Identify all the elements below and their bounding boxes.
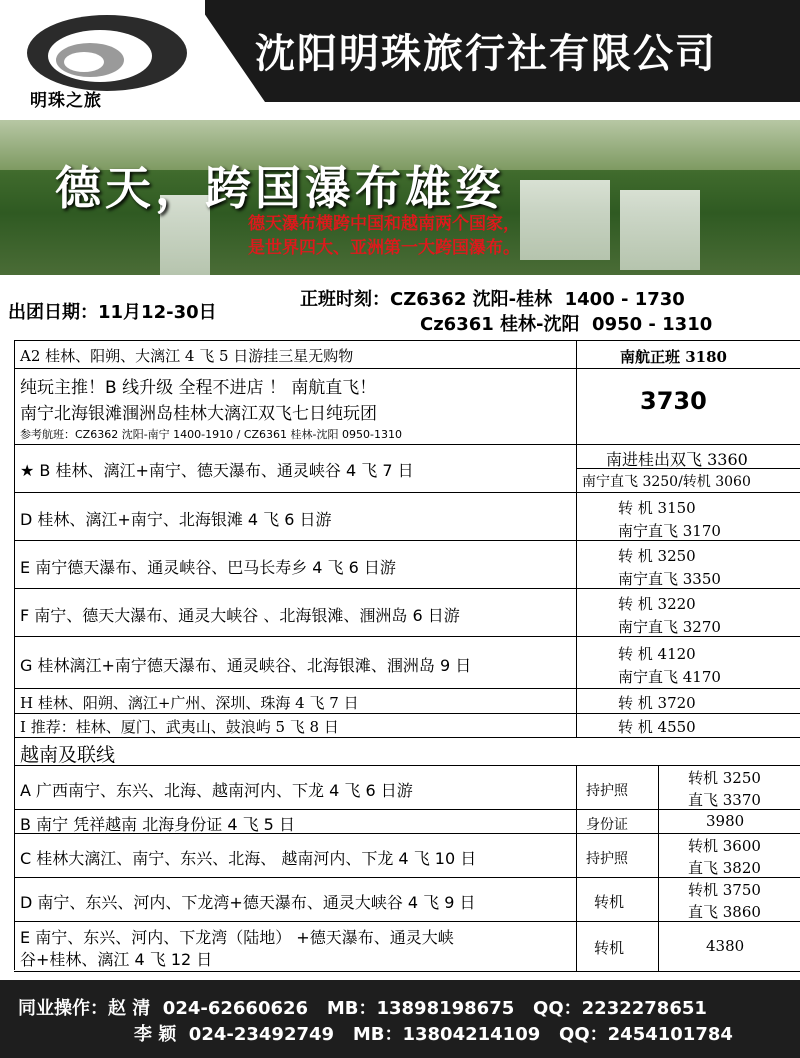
price: 南宁直飞 3350 xyxy=(618,570,721,588)
route-name: A 广西南宁、东兴、北海、越南河内、下龙 4 飞 6 日游 xyxy=(20,781,413,800)
route-name: H 桂林、阳朔、漓江+广州、深圳、珠海 4 飞 7 日 xyxy=(20,694,359,712)
route-name: E 南宁德天瀑布、通灵峡谷、巴马长寿乡 4 飞 6 日游 xyxy=(20,558,396,577)
section-title-row xyxy=(14,737,800,766)
price: 南宁直飞 4170 xyxy=(618,668,721,686)
price: 直飞 3820 xyxy=(688,859,761,877)
document-type: 转机 xyxy=(594,893,625,911)
route-name: ★ B 桂林、漓江+南宁、德天瀑布、通灵峡谷 4 飞 7 日 xyxy=(20,461,414,480)
table-row xyxy=(14,444,800,493)
section-title: 越南及联线 xyxy=(20,744,116,766)
route-name: F 南宁、德天大瀑布、通灵大峡谷 、北海银滩、涠洲岛 6 日游 xyxy=(20,606,460,625)
table-row xyxy=(14,921,800,972)
price: 直飞 3370 xyxy=(688,791,761,809)
route-name: E 南宁、东兴、河内、下龙湾（陆地） +德天瀑布、通灵大峡 xyxy=(20,928,454,947)
price: 南宁直飞 3250/转机 3060 xyxy=(582,474,751,490)
promo-line: 南宁北海银滩涠洲岛桂林大漓江双飞七日纯玩团 xyxy=(20,404,377,424)
price: 南宁直飞 3170 xyxy=(618,522,721,540)
flight-schedule-1: 正班时刻：CZ6362 沈阳-桂林 1400 - 1730 xyxy=(300,289,685,310)
waterfall-shape xyxy=(620,190,700,270)
logo-text: 明珠之旅 xyxy=(30,91,102,111)
price: 转机 3750 xyxy=(688,881,761,899)
price: 3730 xyxy=(640,387,707,415)
price: 转机 3250 xyxy=(688,769,761,787)
document-type: 转机 xyxy=(594,939,625,957)
route-name: D 桂林、漓江+南宁、北海银滩 4 飞 6 日游 xyxy=(20,510,332,529)
reference-flight: 参考航班：CZ6362 沈阳-南宁 1400-1910 / CZ6361 桂林-沈阳 0950-1310 xyxy=(20,428,402,441)
price: 转 机 4550 xyxy=(618,718,696,736)
table-row xyxy=(14,713,800,738)
route-name: D 南宁、东兴、河内、下龙湾+德天瀑布、通灵大峡谷 4 飞 9 日 xyxy=(20,893,476,912)
table-row xyxy=(14,877,800,922)
price: 转 机 3720 xyxy=(618,694,696,712)
price: 转机 3600 xyxy=(688,837,761,855)
contact-line: 同业操作：赵 清 024-62660626 MB：13898198675 QQ：2232278651 xyxy=(18,998,707,1019)
price: 转 机 3220 xyxy=(618,595,696,613)
table-row xyxy=(14,688,800,714)
table-row xyxy=(14,588,800,637)
price: 转 机 3150 xyxy=(618,499,696,517)
price: 南进桂出双飞 3360 xyxy=(606,450,748,469)
tour-table xyxy=(14,340,800,970)
table-row xyxy=(14,636,800,689)
route-name: I 推荐：桂林、厦门、武夷山、鼓浪屿 5 飞 8 日 xyxy=(20,718,339,736)
document-type: 身份证 xyxy=(586,817,628,833)
table-row xyxy=(14,540,800,589)
price: 3980 xyxy=(706,812,745,830)
contact-line: 李 颖 024-23492749 MB：13804214109 QQ：2454101784 xyxy=(134,1024,733,1045)
waterfall-shape xyxy=(520,180,610,260)
table-row xyxy=(14,765,800,810)
table-row xyxy=(14,340,800,369)
route-name: 谷+桂林、漓江 4 飞 12 日 xyxy=(20,950,213,969)
document-type: 持护照 xyxy=(586,851,628,867)
price: 南航正班 3180 xyxy=(620,348,727,366)
banner-description: 德天瀑布横跨中国和越南两个国家， 是世界四大、亚洲第一大跨国瀑布。 xyxy=(248,214,520,258)
departure-dates: 出团日期：11月12-30日 xyxy=(8,302,217,323)
document-type: 持护照 xyxy=(586,783,628,799)
price: 转 机 4120 xyxy=(618,645,696,663)
route-name: G 桂林漓江+南宁德天瀑布、通灵峡谷、北海银滩、涠洲岛 9 日 xyxy=(20,656,472,675)
table-row xyxy=(14,492,800,541)
company-name: 沈阳明珠旅行社有限公司 xyxy=(255,31,717,77)
contact-footer xyxy=(0,980,800,1058)
banner-title: 德天，跨国瀑布雄姿 xyxy=(55,161,505,215)
table-row xyxy=(14,809,800,834)
price: 转 机 3250 xyxy=(618,547,696,565)
table-row xyxy=(14,833,800,878)
table-row xyxy=(14,368,800,445)
price: 直飞 3860 xyxy=(688,903,761,921)
flight-schedule-2: Cz6361 桂林-沈阳 0950 - 1310 xyxy=(420,314,713,335)
route-name: B 南宁 凭祥越南 北海身份证 4 飞 5 日 xyxy=(20,815,295,834)
header xyxy=(0,0,800,118)
banner-image xyxy=(0,120,800,275)
route-name: C 桂林大漓江、南宁、东兴、北海、 越南河内、下龙 4 飞 10 日 xyxy=(20,849,477,868)
price: 4380 xyxy=(706,937,745,955)
promo-line: 纯玩主推！B 线升级 全程不进店 ！ 南航直飞！ xyxy=(20,378,377,398)
price: 南宁直飞 3270 xyxy=(618,618,721,636)
route-name: A2 桂林、阳朔、大漓江 4 飞 5 日游挂三星无购物 xyxy=(20,347,354,365)
